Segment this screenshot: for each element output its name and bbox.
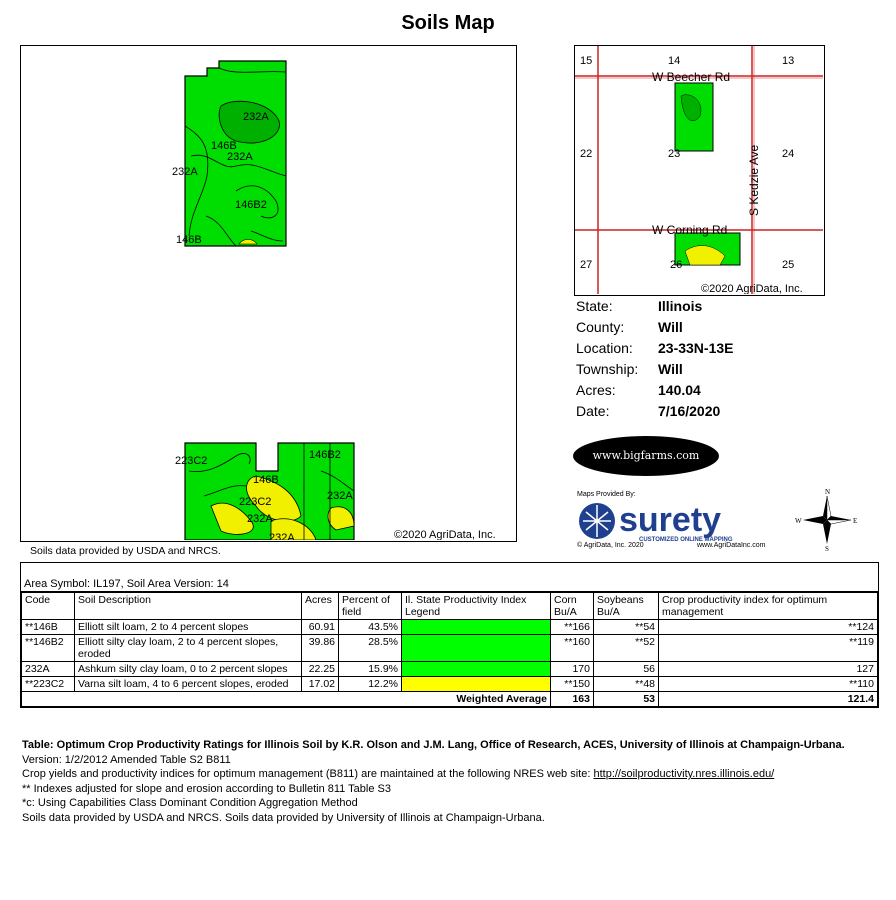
cell-pct: 28.5% <box>339 635 402 662</box>
svg-text:CUSTOMIZED ONLINE MAPPING: CUSTOMIZED ONLINE MAPPING <box>639 537 733 542</box>
nres-link[interactable]: http://soilproductivity.nres.illinois.edu/ <box>593 768 775 780</box>
cell-legend <box>402 635 551 662</box>
soil-label: 146B <box>253 474 279 486</box>
svg-text:N: N <box>825 488 831 496</box>
soil-label: 146B2 <box>309 449 341 461</box>
section-label: 26 <box>670 259 683 271</box>
cell-acres: 39.86 <box>302 635 339 662</box>
table-row <box>22 620 878 635</box>
soils-map[interactable] <box>20 45 517 542</box>
compass-rose-icon <box>795 488 859 552</box>
section-label: 23 <box>668 148 681 160</box>
road-label: W Corning Rd <box>652 223 728 237</box>
section-label: 22 <box>580 148 593 160</box>
col-corn: Corn Bu/A <box>551 593 594 620</box>
weighted-cpi: 121.4 <box>659 692 878 707</box>
cell-soy: **54 <box>594 620 659 635</box>
weighted-label: Weighted Average <box>22 692 551 707</box>
cell-desc: Varna silt loam, 4 to 6 percent slopes, eroded <box>75 677 302 692</box>
soil-label: 223C2 <box>175 455 208 467</box>
cell-pct: 12.2% <box>339 677 402 692</box>
cell-corn: **166 <box>551 620 594 635</box>
cell-cpi: **124 <box>659 620 878 635</box>
soil-label: 232A <box>243 111 269 123</box>
map-copyright: ©2020 AgriData, Inc. <box>394 529 496 540</box>
section-label: 27 <box>580 259 593 271</box>
soil-label: 232A <box>172 166 198 178</box>
col-cpi: Crop productivity index for optimum management <box>659 593 878 620</box>
soil-label: 232A <box>327 490 353 502</box>
soil-label: 146B2 <box>235 199 267 211</box>
cell-code: 232A <box>22 662 75 677</box>
road-label: S Kedzie Ave <box>747 144 761 216</box>
cell-soy: 56 <box>594 662 659 677</box>
cell-cpi: 127 <box>659 662 878 677</box>
cell-desc: Elliott silt loam, 2 to 4 percent slopes <box>75 620 302 635</box>
col-soybeans: Soybeans Bu/A <box>594 593 659 620</box>
section-label: 13 <box>782 55 795 67</box>
soil-label: 232A <box>247 513 273 525</box>
cell-legend <box>402 677 551 692</box>
cell-acres: 17.02 <box>302 677 339 692</box>
soil-label: 232A <box>227 151 253 163</box>
page-title: Soils Map <box>401 12 495 34</box>
svg-text:W: W <box>795 517 802 525</box>
footnote-source: Soils data provided by USDA and NRCS. Soils data provided by University of Illinois at Champaign-Urbana. <box>22 811 545 824</box>
col-acres: Acres <box>302 593 339 620</box>
section-label: 25 <box>782 259 795 271</box>
cell-desc: Elliott silty clay loam, 2 to 4 percent slopes, eroded <box>75 635 302 662</box>
usda-note: Soils data provided by USDA and NRCS. <box>30 545 221 557</box>
locator-copyright: ©2020 AgriData, Inc. <box>701 283 803 294</box>
cell-code: **146B <box>22 620 75 635</box>
section-label: 15 <box>580 55 593 67</box>
footnote-indexes: ** Indexes adjusted for slope and erosion according to Bulletin 811 Table S3 <box>22 782 391 795</box>
weighted-average-row <box>22 692 878 707</box>
cell-acres: 22.25 <box>302 662 339 677</box>
section-label: 24 <box>782 148 795 160</box>
cell-pct: 43.5% <box>339 620 402 635</box>
cell-cpi: **119 <box>659 635 878 662</box>
footnote-table-title: Table: Optimum Crop Productivity Ratings for Illinois Soil by K.R. Olson and J.M. Lang, Office of Research, ACES, University of Illinois at Champaign-Urbana. Version: 1/2/2012 Amended Table S2 B811 <box>22 739 845 766</box>
bigfarms-logo[interactable]: www.bigfarms.com <box>573 436 719 476</box>
section-label: 14 <box>668 55 681 67</box>
svg-text:surety: surety <box>619 501 722 539</box>
table-row <box>22 662 878 677</box>
surety-url[interactable]: www.AgriDataInc.com <box>697 542 766 549</box>
cell-cpi: **110 <box>659 677 878 692</box>
cell-pct: 15.9% <box>339 662 402 677</box>
table-row <box>22 635 878 662</box>
surety-logo[interactable] <box>577 500 777 542</box>
cell-code: **223C2 <box>22 677 75 692</box>
soil-label: 223C2 <box>239 496 272 508</box>
col-legend: Il. State Productivity Index Legend <box>402 593 551 620</box>
table-header-row <box>22 593 878 620</box>
soil-label: 146B <box>211 140 237 152</box>
road-label: W Beecher Rd <box>652 70 731 84</box>
area-symbol: Area Symbol: IL197, Soil Area Version: 14 <box>21 577 878 592</box>
soil-table <box>20 562 879 708</box>
cell-soy: **48 <box>594 677 659 692</box>
cell-legend <box>402 662 551 677</box>
soil-label: 146B <box>176 234 202 246</box>
cell-corn: 170 <box>551 662 594 677</box>
cell-code: **146B2 <box>22 635 75 662</box>
footnote-nres: Crop yields and productivity indices for optimum management (B811) are maintained at the following NRES web site: http://soilproductivity.nres.illinois.edu/ <box>22 768 775 780</box>
cell-legend <box>402 620 551 635</box>
maps-provided-label: Maps Provided By: <box>577 491 636 498</box>
svg-text:E: E <box>853 517 858 525</box>
locator-map[interactable] <box>574 45 825 296</box>
table-row <box>22 677 878 692</box>
footnote-capabilities: *c: Using Capabilities Class Dominant Condition Aggregation Method <box>22 797 358 809</box>
cell-acres: 60.91 <box>302 620 339 635</box>
weighted-soy: 53 <box>594 692 659 707</box>
weighted-corn: 163 <box>551 692 594 707</box>
col-percent: Percent of field <box>339 593 402 620</box>
col-code: Code <box>22 593 75 620</box>
surety-copyright: © AgriData, Inc. 2020 <box>577 542 644 549</box>
cell-corn: **160 <box>551 635 594 662</box>
svg-text:S: S <box>825 545 829 552</box>
cell-corn: **150 <box>551 677 594 692</box>
col-description: Soil Description <box>75 593 302 620</box>
soil-label: 232A <box>269 532 295 540</box>
cell-desc: Ashkum silty clay loam, 0 to 2 percent slopes <box>75 662 302 677</box>
cell-soy: **52 <box>594 635 659 662</box>
footnotes <box>22 738 882 825</box>
